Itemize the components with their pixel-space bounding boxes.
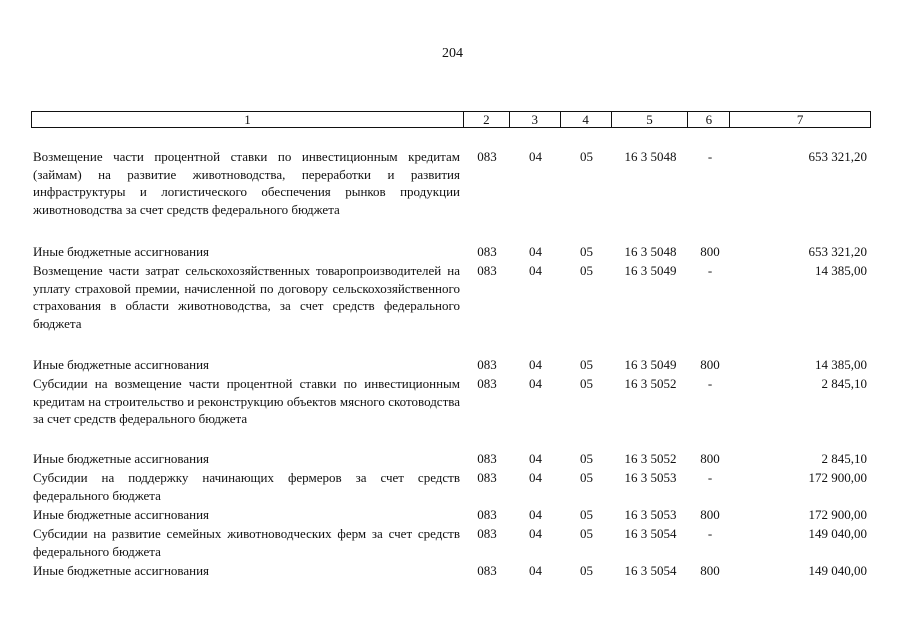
- column-header-7: 7: [796, 112, 804, 127]
- row-name: Иные бюджетные ассигнования: [33, 244, 210, 259]
- row-name: Иные бюджетные ассигнования: [33, 357, 210, 372]
- row-name: Иные бюджетные ассигнования: [33, 451, 210, 466]
- row-subsection-code: 05: [580, 470, 593, 485]
- row-expense-type: 800: [700, 357, 720, 372]
- table-row: [31, 375, 871, 428]
- row-expense-type: 800: [700, 244, 720, 259]
- table-row: [31, 469, 871, 504]
- row-expense-type: 800: [700, 451, 720, 466]
- row-section-code: 04: [529, 526, 542, 541]
- row-expense-type: 800: [700, 563, 720, 578]
- row-subsection-code: 05: [580, 149, 593, 164]
- row-amount: 149 040,00: [808, 526, 867, 541]
- table-row: [31, 450, 871, 468]
- row-ministry-code: 083: [477, 507, 497, 522]
- row-amount: 14 385,00: [815, 357, 867, 372]
- row-section-code: 04: [529, 376, 542, 391]
- row-target-code: 16 3 5052: [624, 376, 677, 391]
- column-header-4: 4: [561, 112, 612, 127]
- page-number: 204: [442, 46, 463, 61]
- row-expense-type: -: [707, 526, 713, 541]
- row-section-code: 04: [529, 263, 542, 278]
- row-target-code: 16 3 5052: [624, 451, 677, 466]
- row-name: Субсидии на возмещение части процентной ставки по инвестиционным кредитам на строительство и реконструкцию объектов мясного скотоводства за счет средств федерального бюджета: [33, 376, 460, 426]
- row-amount: 653 321,20: [808, 244, 867, 259]
- row-target-code: 16 3 5054: [624, 563, 677, 578]
- row-subsection-code: 05: [580, 526, 593, 541]
- row-amount: 149 040,00: [808, 563, 867, 578]
- row-name: Иные бюджетные ассигнования: [33, 563, 210, 578]
- row-ministry-code: 083: [477, 244, 497, 259]
- row-ministry-code: 083: [477, 376, 497, 391]
- row-expense-type: -: [707, 149, 713, 164]
- row-amount: 653 321,20: [808, 149, 867, 164]
- row-target-code: 16 3 5049: [624, 263, 677, 278]
- row-subsection-code: 05: [580, 376, 593, 391]
- row-section-code: 04: [529, 507, 542, 522]
- row-ministry-code: 083: [477, 149, 497, 164]
- row-name: Иные бюджетные ассигнования: [33, 507, 210, 522]
- row-amount: 172 900,00: [808, 507, 867, 522]
- table-row: [31, 562, 871, 580]
- row-ministry-code: 083: [477, 563, 497, 578]
- row-target-code: 16 3 5048: [624, 149, 677, 164]
- column-header-2: 2: [464, 112, 510, 127]
- row-section-code: 04: [529, 357, 542, 372]
- column-header-6: 6: [688, 112, 730, 127]
- table-row: [31, 525, 871, 560]
- row-ministry-code: 083: [477, 470, 497, 485]
- row-name: Субсидии на поддержку начинающих фермеров за счет средств федерального бюджета: [33, 470, 460, 503]
- row-subsection-code: 05: [580, 451, 593, 466]
- row-subsection-code: 05: [580, 563, 593, 578]
- row-expense-type: -: [707, 263, 713, 278]
- table-row: [31, 356, 871, 374]
- row-subsection-code: 05: [580, 263, 593, 278]
- row-target-code: 16 3 5049: [624, 357, 677, 372]
- table-header-row: [31, 111, 871, 128]
- row-expense-type: -: [707, 376, 713, 391]
- column-header-5: 5: [612, 112, 689, 127]
- row-name: Субсидии на развитие семейных животноводческих ферм за счет средств федерального бюджета: [33, 526, 460, 559]
- row-amount: 14 385,00: [815, 263, 867, 278]
- row-name: Возмещение части процентной ставки по инвестиционным кредитам (займам) на развитие животноводства, переработки и развития инфраструктуры и логистического обеспечения рынков продукции животноводства за счет средств федерального бюджета: [33, 149, 460, 217]
- row-amount: 172 900,00: [808, 470, 867, 485]
- row-amount: 2 845,10: [821, 376, 867, 391]
- budget-table: [31, 111, 871, 578]
- row-section-code: 04: [529, 149, 542, 164]
- row-ministry-code: 083: [477, 263, 497, 278]
- row-subsection-code: 05: [580, 507, 593, 522]
- row-subsection-code: 05: [580, 357, 593, 372]
- row-section-code: 04: [529, 244, 542, 259]
- column-header-3: 3: [510, 112, 561, 127]
- row-ministry-code: 083: [477, 526, 497, 541]
- row-target-code: 16 3 5054: [624, 526, 677, 541]
- row-target-code: 16 3 5048: [624, 244, 677, 259]
- row-ministry-code: 083: [477, 451, 497, 466]
- row-section-code: 04: [529, 470, 542, 485]
- row-subsection-code: 05: [580, 244, 593, 259]
- row-target-code: 16 3 5053: [624, 470, 677, 485]
- table-row: [31, 262, 871, 332]
- row-target-code: 16 3 5053: [624, 507, 677, 522]
- row-expense-type: -: [707, 470, 713, 485]
- table-row: [31, 148, 871, 218]
- row-amount: 2 845,10: [821, 451, 867, 466]
- row-section-code: 04: [529, 563, 542, 578]
- table-row: [31, 243, 871, 261]
- column-header-1: 1: [32, 112, 464, 127]
- row-section-code: 04: [529, 451, 542, 466]
- row-expense-type: 800: [700, 507, 720, 522]
- row-name: Возмещение части затрат сельскохозяйственных товаропроизводителей на уплату страховой премии, начисленной по договору сельскохозяйственного страхования в области животноводства, за счет средств федерального бюджета: [33, 263, 460, 331]
- row-ministry-code: 083: [477, 357, 497, 372]
- table-row: [31, 506, 871, 524]
